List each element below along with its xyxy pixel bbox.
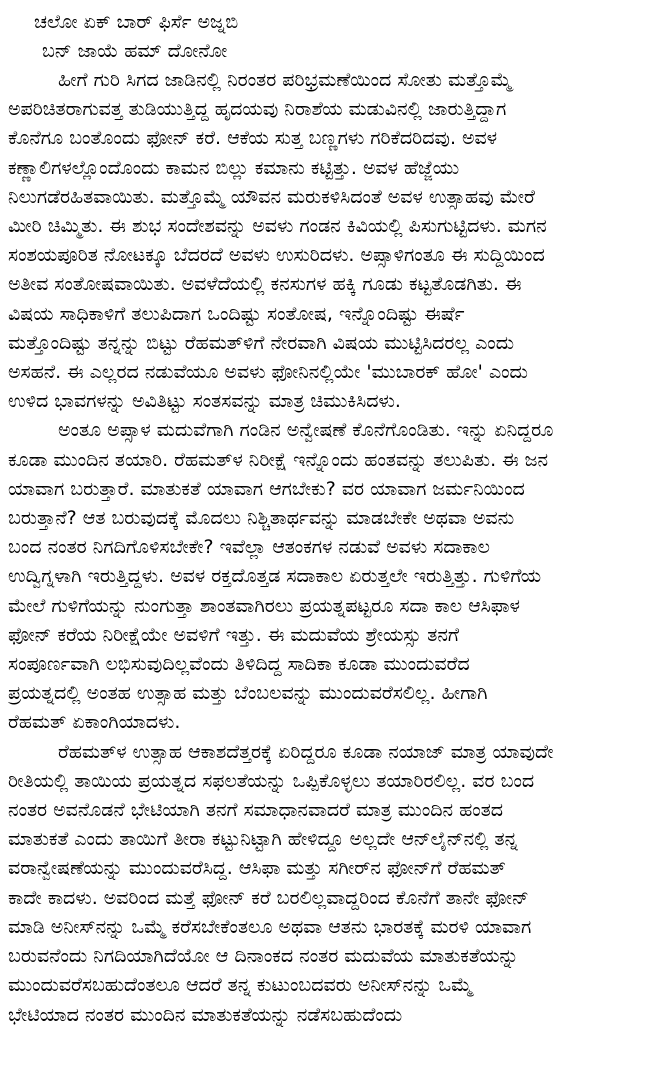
paragraph-line: ಅತೀವ ಸಂತೋಷವಾಯಿತು. ಅವಳೆದೆಯಲ್ಲಿ ಕನಸುಗಳ ಹಕ್ಕಿ ಗೂಡು ಕಟ್ಟತೊಡಗಿತು. ಈ <box>8 273 522 296</box>
paragraph-line: ಕಣ್ಣಾಲಿಗಳಲ್ಲೊಂದೊಂದು ಕಾಮನ ಬಿಲ್ಲು ಕಮಾನು ಕಟ್ಟಿತ್ತು. ಅವಳ ಹೆಜ್ಜೆಯು <box>8 156 460 179</box>
paragraph-line: ಮತ್ತೊಂದಿಷ್ಟು ತನ್ನನ್ನು ಬಿಟ್ಟು ರೆಹಮತ್‌ಳಿಗೆ ನೇರವಾಗಿ ವಿಷಯ ಮುಟ್ಟಿಸಿದರಲ್ಲ ಎಂದು <box>8 331 515 354</box>
paragraph-line: ಮಾಡಿ ಅನೀಸ್‌ನನ್ನು ಒಮ್ಮೆ ಕರೆಸಬೇಕೆಂತಲೂ ಅಥವಾ ಆತನು ಭಾರತಕ್ಕೆ ಮರಳಿ ಯಾವಾಗ <box>8 915 532 938</box>
title-line-1: ಚಲೋ ಏಕ್ ಬಾರ್ ಫಿರ್ಸೆ ಅಜ್ನಬಿ <box>34 11 239 33</box>
paragraph-line: ಕೂಡಾ ಮುಂದಿನ ತಯಾರಿ. ರೆಹಮತ್‌ಳ ನಿರೀಕ್ಷೆ ಇನ್ನೊಂದು ಹಂತವನ್ನು ತಲುಪಿತು. ಈ ಜನ <box>8 448 549 471</box>
paragraph-line: ಕಾದೇ ಕಾದಳು. ಅವರಿಂದ ಮತ್ತೆ ಫೋನ್ ಕರೆ ಬರಲಿಲ್ಲವಾದ್ದರಿಂದ ಕೊನೆಗೆ ತಾನೇ ಫೋನ್ <box>8 886 529 909</box>
paragraph-line: ವಿಷಯ ಸಾಧಿಕಾಳಿಗೆ ತಲುಪಿದಾಗ ಒಂದಿಷ್ಟು ಸಂತೋಷ, ಇನ್ನೊಂದಿಷ್ಟು ಈರ್ಷೆ <box>8 302 465 325</box>
paragraph-line: ವರಾನ್ವೇಷಣೆಯನ್ನು ಮುಂದುವರೆಸಿದ್ದ. ಆಸಿಫಾ ಮತ್ತು ಸಗೀರ್‌ನ ಫೋನ್‌ಗೆ ರೆಹಮತ್ <box>8 857 506 880</box>
paragraph-line: ಮೇಲೆ ಗುಳಿಗೆಯನ್ನು ನುಂಗುತ್ತಾ ಶಾಂತವಾಗಿರಲು ಪ್ರಯತ್ನಪಟ್ಟರೂ ಸದಾ ಕಾಲ ಆಸಿಫಾಳ <box>8 594 520 617</box>
paragraph-line: ಕೊನೆಗೂ ಬಂತೊಂದು ಫೋನ್ ಕರೆ. ಆಕೆಯ ಸುತ್ತ ಬಣ್ಣಗಳು ಗರಿಕೆದರಿದವು. ಅವಳ <box>8 127 498 150</box>
paragraph-line: ನಂತರ ಅವನೊಡನೆ ಭೇಟಿಯಾಗಿ ತನಗೆ ಸಮಾಧಾನವಾದರೆ ಮಾತ್ರ ಮುಂದಿನ ಹಂತದ <box>8 799 504 822</box>
paragraph-line: ಅಪರಿಚಿತರಾಗುವತ್ತ ತುಡಿಯುತ್ತಿದ್ದ ಹೃದಯವು ನಿರಾಶೆಯ ಮಡುವಿನಲ್ಲಿ ಜಾರುತ್ತಿದ್ದಾಗ <box>8 98 507 121</box>
paragraph-line: ಮಾತುಕತೆ ಎಂದು ತಾಯಿಗೆ ತೀರಾ ಕಟ್ಟುನಿಟ್ಟಾಗಿ ಹೇಳಿದ್ದೂ ಅಲ್ಲದೇ ಆನ್‌ಲೈನ್‌ನಲ್ಲಿ ತನ್ನ <box>8 828 518 851</box>
paragraph-line: ಪ್ರಯತ್ನದಲ್ಲಿ ಅಂತಹ ಉತ್ಸಾಹ ಮತ್ತು ಬೆಂಬಲವನ್ನು ಮುಂದುವರೆಸಲಿಲ್ಲ. ಹೀಗಾಗಿ <box>8 682 488 705</box>
paragraph-line: ಮುಂದುವರೆಸಬಹುದೆಂತಲೂ ಆದರೆ ತನ್ನ ಕುಟುಂಬದವರು ಅನೀಸ್‌ನನ್ನು ಒಮ್ಮೆ <box>8 974 473 997</box>
title-line-2: ಬನ್ ಜಾಯೆ ಹಮ್ ದೋನೋ <box>42 40 228 62</box>
paragraph-line: ಉಳಿದ ಭಾವಗಳನ್ನು ಅವಿತಿಟ್ಟು ಸಂತಸವನ್ನು ಮಾತ್ರ ಚಿಮುಕಿಸಿದಳು. <box>8 390 401 413</box>
paragraph-line: ರೆಹಮತ್‌ಳ ಉತ್ಸಾಹ ಆಕಾಶದೆತ್ತರಕ್ಕೆ ಏರಿದ್ದರೂ ಕೂಡಾ ನಯಾಜ್ ಮಾತ್ರ ಯಾವುದೇ <box>58 740 554 763</box>
paragraph-line: ಸಂಶಯಪೂರಿತ ನೋಟಕ್ಕೂ ಬೆದರದೆ ಅವಳು ಉಸುರಿದಳು. ಅಪ್ಸಾಳಿಗಂತೂ ಈ ಸುದ್ದಿಯಿಂದ <box>8 244 545 267</box>
paragraph-line: ಫೋನ್ ಕರೆಯ ನಿರೀಕ್ಷೆಯೇ ಅವಳಿಗೆ ಇತ್ತು. ಈ ಮದುವೆಯ ಶ್ರೇಯಸ್ಸು ತನಗೆ <box>8 623 459 646</box>
paragraph-line: ಅಸಹನೆ. ಈ ಎಲ್ಲರದ ನಡುವೆಯೂ ಅವಳು ಫೋನಿನಲ್ಲಿಯೇ 'ಮುಬಾರಕ್ ಹೋ' ಎಂದು <box>8 361 528 384</box>
paragraph-line: ಉದ್ವಿಗ್ನಳಾಗಿ ಇರುತ್ತಿದ್ದಳು. ಅವಳ ರಕ್ತದೊತ್ತಡ ಸದಾಕಾಲ ಏರುತ್ತಲೇ ಇರುತ್ತಿತ್ತು. ಗುಳಿಗೆಯ <box>8 565 542 588</box>
body-text <box>8 66 653 1030</box>
paragraph-line: ಬರುತ್ತಾನೆ? ಆತ ಬರುವುದಕ್ಕೆ ಮೊದಲು ನಿಶ್ಚಿತಾರ್ಥವನ್ನು ಮಾಡಬೇಕೇ ಅಥವಾ ಅವನು <box>8 507 515 530</box>
paragraph <box>8 416 653 737</box>
paragraph-line: ರೆಹಮತ್ ಏಕಾಂಗಿಯಾದಳು. <box>8 711 181 734</box>
paragraph-line: ರೀತಿಯಲ್ಲಿ ತಾಯಿಯ ಪ್ರಯತ್ನದ ಸಫಲತೆಯನ್ನು ಒಪ್ಪಿಕೊಳ್ಳಲು ತಯಾರಿರಲಿಲ್ಲ. ವರ ಬಂದ <box>8 769 535 792</box>
paragraph-line: ಬರುವನೆಂದು ನಿಗದಿಯಾಗಿದೆಯೋ ಆ ದಿನಾಂಕದ ನಂತರ ಮದುವೆಯ ಮಾತುಕತೆಯನ್ನು <box>8 945 519 968</box>
paragraph <box>8 738 653 1030</box>
paragraph-line: ಅಂತೂ ಅಪ್ಸಾಳ ಮದುವೆಗಾಗಿ ಗಂಡಿನ ಅನ್ವೇಷಣೆ ಕೊನೆಗೊಂಡಿತು. ಇನ್ನು ಏನಿದ್ದರೂ <box>58 419 554 442</box>
paragraph-line: ಹೀಗೆ ಗುರಿ ಸಿಗದ ಜಾಡಿನಲ್ಲಿ ನಿರಂತರ ಪರಿಭ್ರಮಣೆಯಿಂದ ಸೋತು ಮತ್ತೊಮ್ಮೆ <box>58 69 512 91</box>
paragraph <box>8 66 653 416</box>
paragraph-line: ಬಂದ ನಂತರ ನಿಗದಿಗೊಳಿಸಬೇಕೇ? ಇವೆಲ್ಲಾ ಆತಂಕಗಳ ನಡುವೆ ಅವಳು ಸದಾಕಾಲ <box>8 536 490 559</box>
paragraph-line: ನಿಲುಗಡೆರಹಿತವಾಯಿತು. ಮತ್ತೊಮ್ಮೆ ಯೌವನ ಮರುಕಳಿಸಿದಂತೆ ಅವಳ ಉತ್ಸಾಹವು ಮೇರೆ <box>8 185 535 208</box>
paragraph-line: ಭೇಟಿಯಾದ ನಂತರ ಮುಂದಿನ ಮಾತುಕತೆಯನ್ನು ನಡೆಸಬಹುದೆಂದು <box>8 1003 403 1026</box>
paragraph-line: ಸಂಪೂರ್ಣವಾಗಿ ಲಭಿಸುವುದಿಲ್ಲವೆಂದು ತಿಳಿದಿದ್ದ ಸಾದಿಕಾ ಕೂಡಾ ಮುಂದುವರೆದ <box>8 653 470 676</box>
paragraph-line: ಮೀರಿ ಚಿಮ್ಮಿತು. ಈ ಶುಭ ಸಂದೇಶವನ್ನು ಅವಳು ಗಂಡನ ಕಿವಿಯಲ್ಲಿ ಪಿಸುಗುಟ್ಟಿದಳು. ಮಗನ <box>8 215 547 238</box>
paragraph-line: ಯಾವಾಗ ಬರುತ್ತಾರೆ. ಮಾತುಕತೆ ಯಾವಾಗ ಆಗಬೇಕು? ವರ ಯಾವಾಗ ಜರ್ಮನಿಯಿಂದ <box>8 477 525 500</box>
